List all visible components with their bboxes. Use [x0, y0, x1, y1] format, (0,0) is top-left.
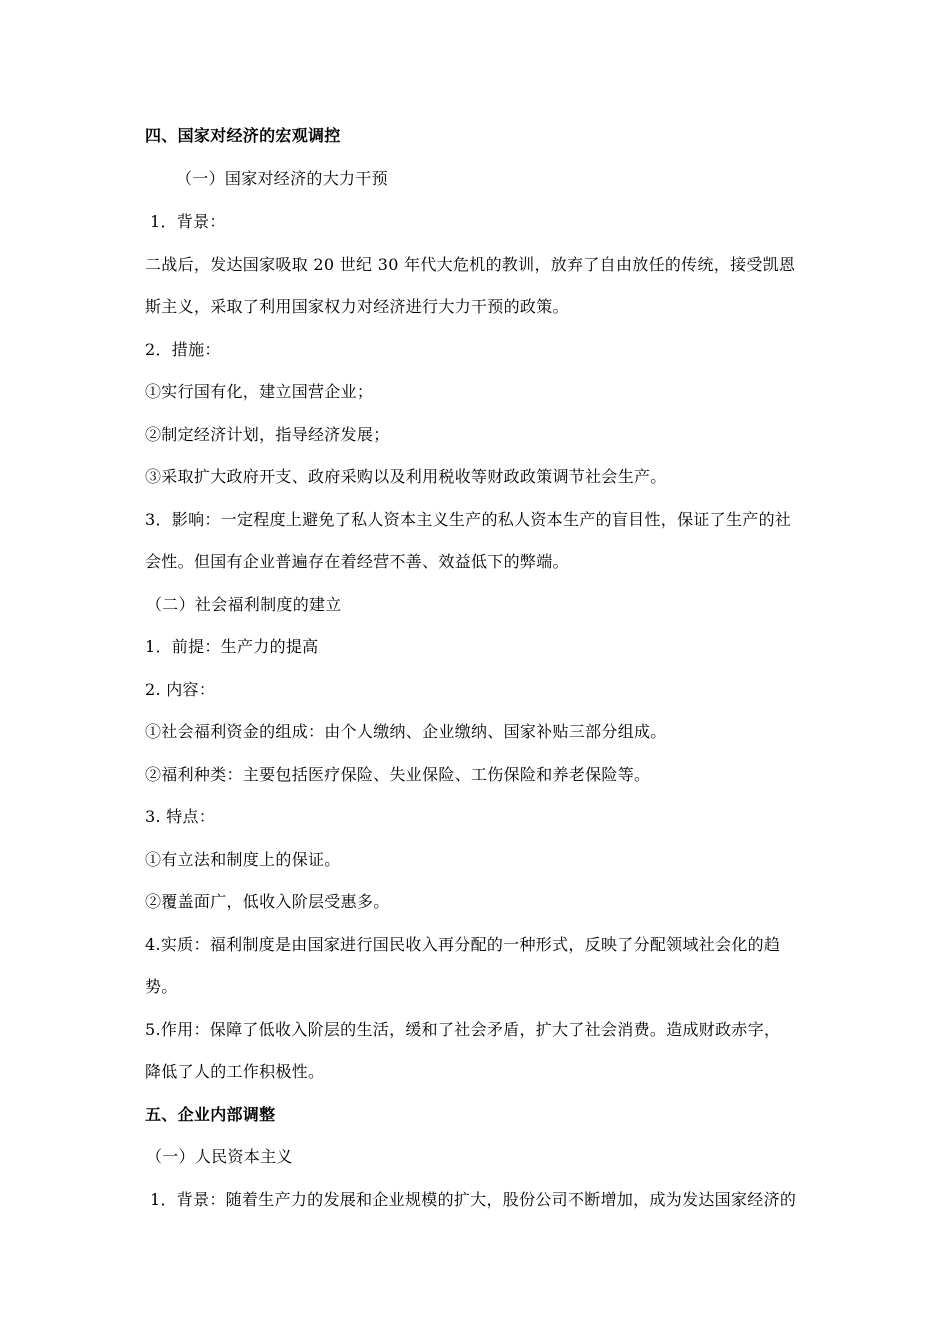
- subsection-heading-4-1: （一）国家对经济的大力干预: [176, 169, 388, 188]
- section-heading-5: 五、企业内部调整: [145, 1105, 276, 1124]
- paragraph-impact-line-2: 会性。但国有企业普遍存在着经营不善、效益低下的弊端。: [145, 552, 569, 571]
- paragraph-people-capitalism-line-1: 1．背景：随着生产力的发展和企业规模的扩大，股份公司不断增加，成为发达国家经济的: [150, 1190, 797, 1209]
- item-premise: 1．前提：生产力的提高: [145, 637, 319, 656]
- measure-item-3: ③采取扩大政府开支、政府采购以及利用税收等财政政策调节社会生产。: [145, 467, 667, 486]
- content-item-1: ①社会福利资金的组成：由个人缴纳、企业缴纳、国家补贴三部分组成。: [145, 722, 667, 741]
- paragraph-background-line-1: 二战后，发达国家吸取 20 世纪 30 年代大危机的教训，放弃了自由放任的传统，接受凯恩: [145, 255, 796, 274]
- feature-item-2: ②覆盖面广，低收入阶层受惠多。: [145, 892, 390, 911]
- item-measures-label: 2．措施：: [145, 340, 221, 359]
- subsection-heading-4-2: （二）社会福利制度的建立: [146, 595, 342, 614]
- item-background-label: 1．背景：: [150, 212, 226, 231]
- item-features-label: 3. 特点：: [145, 807, 216, 826]
- paragraph-effect-line-2: 降低了人的工作积极性。: [145, 1062, 325, 1081]
- paragraph-background-line-2: 斯主义，采取了利用国家权力对经济进行大力干预的政策。: [145, 297, 569, 316]
- content-item-2: ②福利种类：主要包括医疗保险、失业保险、工伤保险和养老保险等。: [145, 765, 651, 784]
- paragraph-impact-line-1: 3．影响：一定程度上避免了私人资本主义生产的私人资本生产的盲目性，保证了生产的社: [145, 510, 792, 529]
- subsection-heading-5-1: （一）人民资本主义: [146, 1147, 293, 1166]
- paragraph-essence-line-1: 4.实质：福利制度是由国家进行国民收入再分配的一种形式，反映了分配领域社会化的趋: [145, 935, 781, 954]
- measure-item-2: ②制定经济计划，指导经济发展；: [145, 425, 390, 444]
- feature-item-1: ①有立法和制度上的保证。: [145, 850, 341, 869]
- item-content-label: 2. 内容：: [145, 680, 216, 699]
- paragraph-effect-line-1: 5.作用：保障了低收入阶层的生活，缓和了社会矛盾，扩大了社会消费。造成财政赤字，: [145, 1020, 781, 1039]
- section-heading-4: 四、国家对经济的宏观调控: [145, 126, 341, 145]
- paragraph-essence-line-2: 势。: [145, 977, 178, 996]
- measure-item-1: ①实行国有化，建立国营企业；: [145, 382, 374, 401]
